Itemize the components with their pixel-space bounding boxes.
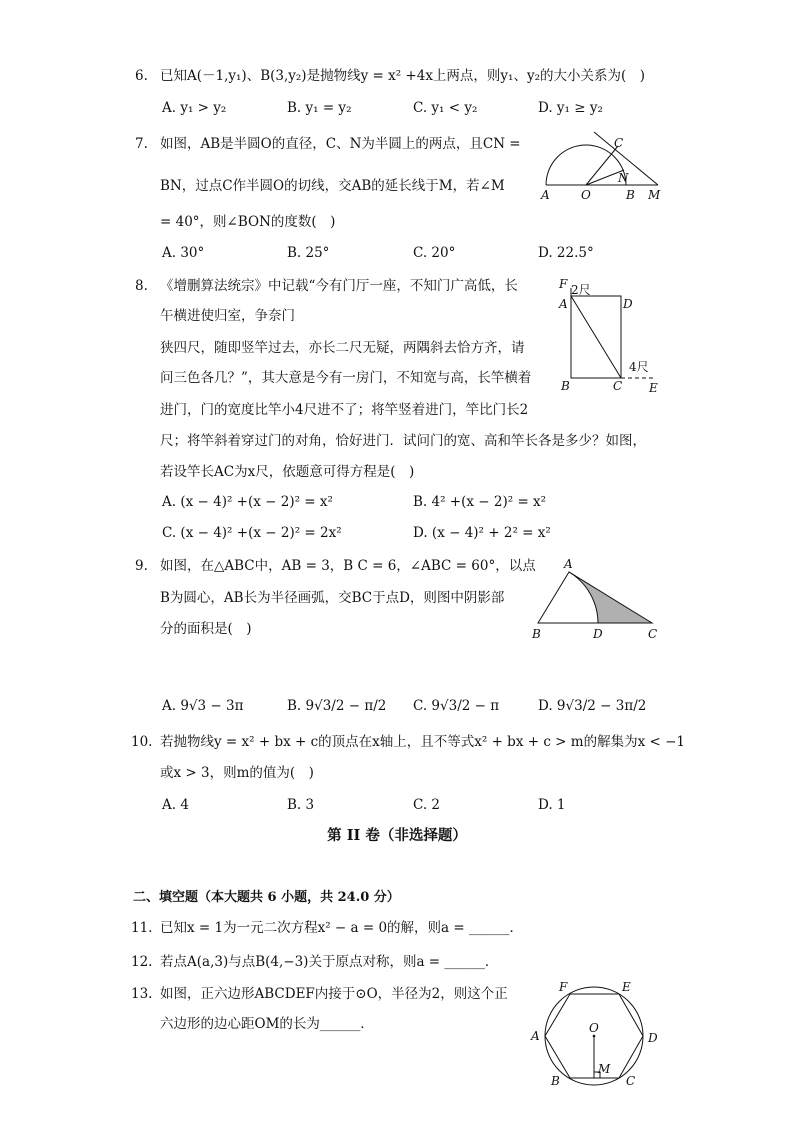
option-d: D. (x − 4)² + 2² = x² bbox=[413, 525, 551, 541]
question-number: 8. bbox=[135, 278, 148, 294]
question-number: 7. bbox=[135, 136, 148, 152]
option-a: A. 9√3 − 3π bbox=[162, 698, 244, 714]
option-a: A. (x − 4)² +(x − 2)² = x² bbox=[162, 494, 333, 510]
label-a: A bbox=[531, 1029, 540, 1043]
question-text: 已知x = 1为一元二次方程x² − a = 0的解，则a = ______． bbox=[160, 920, 523, 936]
center-dot bbox=[593, 1035, 596, 1038]
question-line-1: 如图，AB是半圆O的直径，C、N为半圆上的两点，且CN = bbox=[160, 136, 521, 152]
label-2chi: 2尺 bbox=[571, 283, 591, 297]
label-b: B bbox=[561, 379, 570, 393]
label-b: B bbox=[626, 188, 635, 202]
question-line-2: 六边形的边心距OM的长为______． bbox=[160, 1016, 374, 1032]
label-a: A bbox=[559, 297, 568, 311]
option-d: D. 22.5° bbox=[538, 245, 594, 261]
door-figure bbox=[555, 276, 665, 396]
label-e: E bbox=[649, 381, 658, 395]
option-c: C. 2 bbox=[413, 797, 441, 813]
question-line-4: 问三色各几？”，其大意是今有一房门，不知宽与高，长竿横着 bbox=[160, 370, 532, 386]
section-title: 第 II 卷（非选择题） bbox=[327, 827, 467, 844]
question-number: 9. bbox=[135, 558, 148, 574]
question-line-1: 如图，正六边形ABCDEF内接于⊙O，半径为2，则这个正 bbox=[160, 986, 508, 1002]
question-line-3: 分的面积是( ) bbox=[160, 621, 252, 637]
label-b: B bbox=[532, 627, 541, 641]
question-line-1: 若抛物线y = x² + bx + c的顶点在x轴上，且不等式x² + bx + c > m的解集为x < −1 bbox=[160, 734, 685, 750]
label-f: F bbox=[559, 277, 568, 291]
label-d: D bbox=[623, 297, 633, 311]
option-d: D. 1 bbox=[538, 797, 566, 813]
option-b: B. 25° bbox=[287, 245, 330, 261]
part-header: 二、填空题（本大题共 6 小题，共 24.0 分） bbox=[133, 890, 400, 905]
question-number: 10. bbox=[131, 734, 153, 750]
option-c: C. (x − 4)² +(x − 2)² = 2x² bbox=[162, 525, 342, 541]
question-line-1: 如图，在△ABC中，AB = 3，B C = 6，∠ABC = 60°，以点 bbox=[160, 558, 536, 574]
label-d: D bbox=[648, 1031, 658, 1045]
triangle-figure bbox=[528, 556, 668, 646]
question-line-1: 《增删算法统宗》中记载“今有门厅一座，不知门广高低，长 bbox=[160, 278, 518, 294]
option-b: B. 3 bbox=[287, 797, 315, 813]
question-stem: 已知A(－1,y₁)、B(3,y₂)是抛物线y = x² +4x上两点，则y₁、y₂的大小关系为( ) bbox=[160, 68, 646, 84]
label-a: A bbox=[564, 557, 573, 571]
option-a: A. y₁ > y₂ bbox=[162, 100, 227, 116]
question-line-6: 尺；将竿斜着穿过门的对角，恰好进门．试问门的宽、高和竿长各是多少？如图， bbox=[160, 433, 646, 449]
question-number: 12. bbox=[131, 954, 153, 970]
question-text: 若点A(a,3)与点B(4,−3)关于原点对称，则a = ______． bbox=[160, 954, 499, 970]
option-d: D. y₁ ≥ y₂ bbox=[538, 100, 603, 116]
option-b: B. 4² +(x − 2)² = x² bbox=[413, 494, 547, 510]
option-c: C. 20° bbox=[413, 245, 456, 261]
label-m: M bbox=[598, 1062, 611, 1076]
hexagon-figure bbox=[528, 978, 668, 1090]
label-b: B bbox=[551, 1074, 560, 1088]
label-c: C bbox=[648, 627, 658, 641]
question-line-3: = 40°，则∠BON的度数( ) bbox=[160, 214, 336, 230]
question-line-2: B为圆心，AB长为半径画弧，交BC于点D，则图中阴影部 bbox=[160, 590, 505, 606]
option-a: A. 30° bbox=[162, 245, 205, 261]
label-n: N bbox=[618, 171, 629, 185]
label-o: O bbox=[581, 188, 591, 202]
option-c: C. y₁ < y₂ bbox=[413, 100, 478, 116]
question-line-2: 午横进使归室，争奈门 bbox=[160, 308, 295, 324]
label-m: M bbox=[648, 188, 661, 202]
question-number: 13. bbox=[131, 986, 153, 1002]
label-d: D bbox=[593, 627, 603, 641]
question-line-5: 进门，门的宽度比竿小4尺进不了；将竿竖着进门，竿比门长2 bbox=[160, 402, 529, 418]
option-b: B. 9√3/2 − π/2 bbox=[287, 698, 387, 714]
diagonal-ac bbox=[571, 296, 621, 378]
question-line-7: 若设竿长AC为x尺，依题意可得方程是( ) bbox=[160, 464, 415, 480]
option-a: A. 4 bbox=[162, 797, 189, 813]
question-number: 6. bbox=[135, 68, 148, 84]
label-e: E bbox=[622, 980, 631, 994]
question-number: 11. bbox=[131, 920, 153, 936]
label-a: A bbox=[541, 188, 550, 202]
label-c: C bbox=[613, 379, 623, 393]
label-o: O bbox=[589, 1021, 599, 1035]
option-c: C. 9√3/2 − π bbox=[413, 698, 500, 714]
option-d: D. 9√3/2 − 3π/2 bbox=[538, 698, 647, 714]
option-b: B. y₁ = y₂ bbox=[287, 100, 352, 116]
label-4chi: 4尺 bbox=[629, 360, 649, 374]
question-line-2: BN，过点C作半圆O的切线，交AB的延长线于M，若∠M bbox=[160, 178, 505, 194]
question-line-2: 或x > 3，则m的值为( ) bbox=[160, 765, 314, 781]
semicircle-figure bbox=[538, 126, 668, 206]
label-c: C bbox=[614, 136, 624, 150]
question-line-3: 狭四尺，随即竖竿过去，亦长二尺无疑，两隅斜去恰方齐，请 bbox=[160, 340, 525, 356]
label-f: F bbox=[559, 980, 568, 994]
label-c: C bbox=[626, 1074, 636, 1088]
